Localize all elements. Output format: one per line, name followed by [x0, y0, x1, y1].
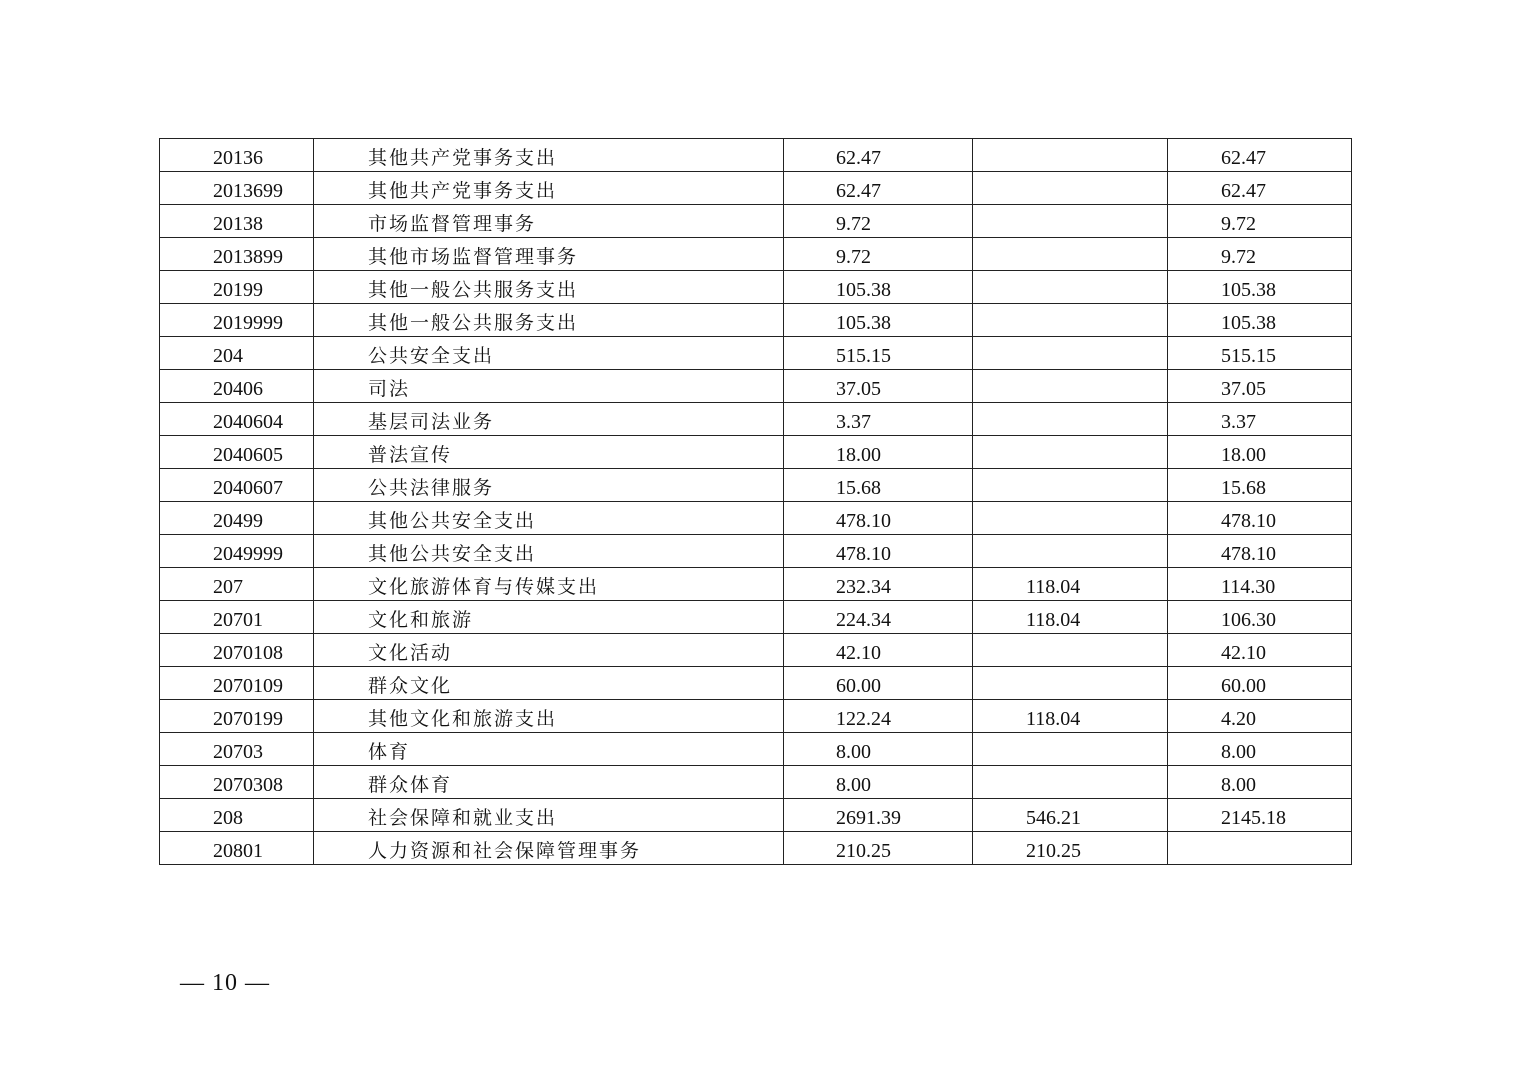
cell-code: 2070108 — [160, 634, 314, 667]
cell-basic: 210.25 — [973, 832, 1168, 865]
cell-name: 文化和旅游 — [314, 601, 784, 634]
cell-total: 122.24 — [784, 700, 973, 733]
cell-project: 37.05 — [1168, 370, 1352, 403]
cell-project: 3.37 — [1168, 403, 1352, 436]
cell-name: 文化旅游体育与传媒支出 — [314, 568, 784, 601]
cell-name: 文化活动 — [314, 634, 784, 667]
cell-code: 20199 — [160, 271, 314, 304]
cell-project: 8.00 — [1168, 733, 1352, 766]
cell-code: 2070199 — [160, 700, 314, 733]
page-number: — 10 — — [180, 970, 270, 996]
cell-project: 15.68 — [1168, 469, 1352, 502]
cell-basic: 118.04 — [973, 601, 1168, 634]
cell-total: 9.72 — [784, 205, 973, 238]
cell-project: 9.72 — [1168, 238, 1352, 271]
cell-basic — [973, 205, 1168, 238]
cell-name: 群众文化 — [314, 667, 784, 700]
cell-project: 42.10 — [1168, 634, 1352, 667]
cell-total: 3.37 — [784, 403, 973, 436]
table-row — [160, 667, 1352, 700]
cell-project: 18.00 — [1168, 436, 1352, 469]
cell-basic — [973, 502, 1168, 535]
cell-project: 105.38 — [1168, 304, 1352, 337]
cell-name: 其他公共安全支出 — [314, 535, 784, 568]
cell-code: 2040607 — [160, 469, 314, 502]
table-body — [160, 139, 1352, 865]
cell-total: 37.05 — [784, 370, 973, 403]
cell-name: 公共法律服务 — [314, 469, 784, 502]
cell-total: 15.68 — [784, 469, 973, 502]
cell-code: 208 — [160, 799, 314, 832]
cell-name: 市场监督管理事务 — [314, 205, 784, 238]
cell-name: 人力资源和社会保障管理事务 — [314, 832, 784, 865]
table-row — [160, 799, 1352, 832]
budget-expenditure-table — [159, 138, 1352, 865]
cell-code: 20406 — [160, 370, 314, 403]
table-row — [160, 205, 1352, 238]
table-row — [160, 766, 1352, 799]
cell-basic — [973, 634, 1168, 667]
cell-code: 20499 — [160, 502, 314, 535]
table-row — [160, 139, 1352, 172]
table-row — [160, 469, 1352, 502]
cell-project — [1168, 832, 1352, 865]
cell-code: 2040605 — [160, 436, 314, 469]
table-row — [160, 436, 1352, 469]
cell-name: 其他文化和旅游支出 — [314, 700, 784, 733]
cell-basic — [973, 172, 1168, 205]
cell-name: 其他一般公共服务支出 — [314, 304, 784, 337]
cell-code: 2040604 — [160, 403, 314, 436]
cell-basic — [973, 667, 1168, 700]
table-row — [160, 403, 1352, 436]
cell-total: 60.00 — [784, 667, 973, 700]
cell-total: 62.47 — [784, 172, 973, 205]
cell-name: 司法 — [314, 370, 784, 403]
cell-basic — [973, 271, 1168, 304]
cell-total: 224.34 — [784, 601, 973, 634]
cell-total: 8.00 — [784, 766, 973, 799]
cell-basic — [973, 337, 1168, 370]
table-row — [160, 601, 1352, 634]
cell-name: 普法宣传 — [314, 436, 784, 469]
cell-code: 2070109 — [160, 667, 314, 700]
table-row — [160, 370, 1352, 403]
cell-total: 9.72 — [784, 238, 973, 271]
cell-total: 478.10 — [784, 502, 973, 535]
cell-basic — [973, 733, 1168, 766]
cell-code: 20701 — [160, 601, 314, 634]
cell-basic — [973, 238, 1168, 271]
cell-name: 公共安全支出 — [314, 337, 784, 370]
cell-code: 2049999 — [160, 535, 314, 568]
cell-project: 105.38 — [1168, 271, 1352, 304]
cell-basic: 118.04 — [973, 568, 1168, 601]
cell-name: 基层司法业务 — [314, 403, 784, 436]
cell-basic — [973, 766, 1168, 799]
cell-basic — [973, 403, 1168, 436]
cell-code: 207 — [160, 568, 314, 601]
table-row — [160, 337, 1352, 370]
cell-total: 2691.39 — [784, 799, 973, 832]
cell-project: 478.10 — [1168, 502, 1352, 535]
cell-name: 其他公共安全支出 — [314, 502, 784, 535]
cell-code: 2013699 — [160, 172, 314, 205]
table-row — [160, 502, 1352, 535]
cell-total: 42.10 — [784, 634, 973, 667]
table-row — [160, 568, 1352, 601]
cell-project: 114.30 — [1168, 568, 1352, 601]
table-row — [160, 304, 1352, 337]
table-row — [160, 535, 1352, 568]
cell-code: 2013899 — [160, 238, 314, 271]
cell-basic — [973, 469, 1168, 502]
cell-name: 其他一般公共服务支出 — [314, 271, 784, 304]
cell-total: 232.34 — [784, 568, 973, 601]
cell-name: 其他共产党事务支出 — [314, 172, 784, 205]
cell-project: 106.30 — [1168, 601, 1352, 634]
table-row — [160, 700, 1352, 733]
table-row — [160, 172, 1352, 205]
cell-code: 2019999 — [160, 304, 314, 337]
cell-code: 20138 — [160, 205, 314, 238]
cell-project: 515.15 — [1168, 337, 1352, 370]
cell-total: 210.25 — [784, 832, 973, 865]
cell-project: 2145.18 — [1168, 799, 1352, 832]
cell-code: 20136 — [160, 139, 314, 172]
cell-basic: 546.21 — [973, 799, 1168, 832]
cell-basic — [973, 304, 1168, 337]
cell-project: 9.72 — [1168, 205, 1352, 238]
cell-project: 62.47 — [1168, 139, 1352, 172]
cell-code: 20703 — [160, 733, 314, 766]
cell-total: 515.15 — [784, 337, 973, 370]
cell-name: 群众体育 — [314, 766, 784, 799]
cell-project: 478.10 — [1168, 535, 1352, 568]
cell-total: 8.00 — [784, 733, 973, 766]
cell-basic: 118.04 — [973, 700, 1168, 733]
cell-code: 20801 — [160, 832, 314, 865]
cell-basic — [973, 436, 1168, 469]
cell-name: 体育 — [314, 733, 784, 766]
cell-name: 社会保障和就业支出 — [314, 799, 784, 832]
cell-basic — [973, 370, 1168, 403]
table-row — [160, 271, 1352, 304]
cell-total: 105.38 — [784, 304, 973, 337]
table-row — [160, 832, 1352, 865]
cell-total: 62.47 — [784, 139, 973, 172]
cell-code: 2070308 — [160, 766, 314, 799]
table-row — [160, 634, 1352, 667]
cell-basic — [973, 139, 1168, 172]
table-row — [160, 733, 1352, 766]
cell-name: 其他市场监督管理事务 — [314, 238, 784, 271]
cell-total: 105.38 — [784, 271, 973, 304]
cell-total: 18.00 — [784, 436, 973, 469]
cell-project: 8.00 — [1168, 766, 1352, 799]
cell-name: 其他共产党事务支出 — [314, 139, 784, 172]
cell-project: 4.20 — [1168, 700, 1352, 733]
cell-project: 60.00 — [1168, 667, 1352, 700]
cell-total: 478.10 — [784, 535, 973, 568]
cell-basic — [973, 535, 1168, 568]
table-row — [160, 238, 1352, 271]
cell-code: 204 — [160, 337, 314, 370]
cell-project: 62.47 — [1168, 172, 1352, 205]
